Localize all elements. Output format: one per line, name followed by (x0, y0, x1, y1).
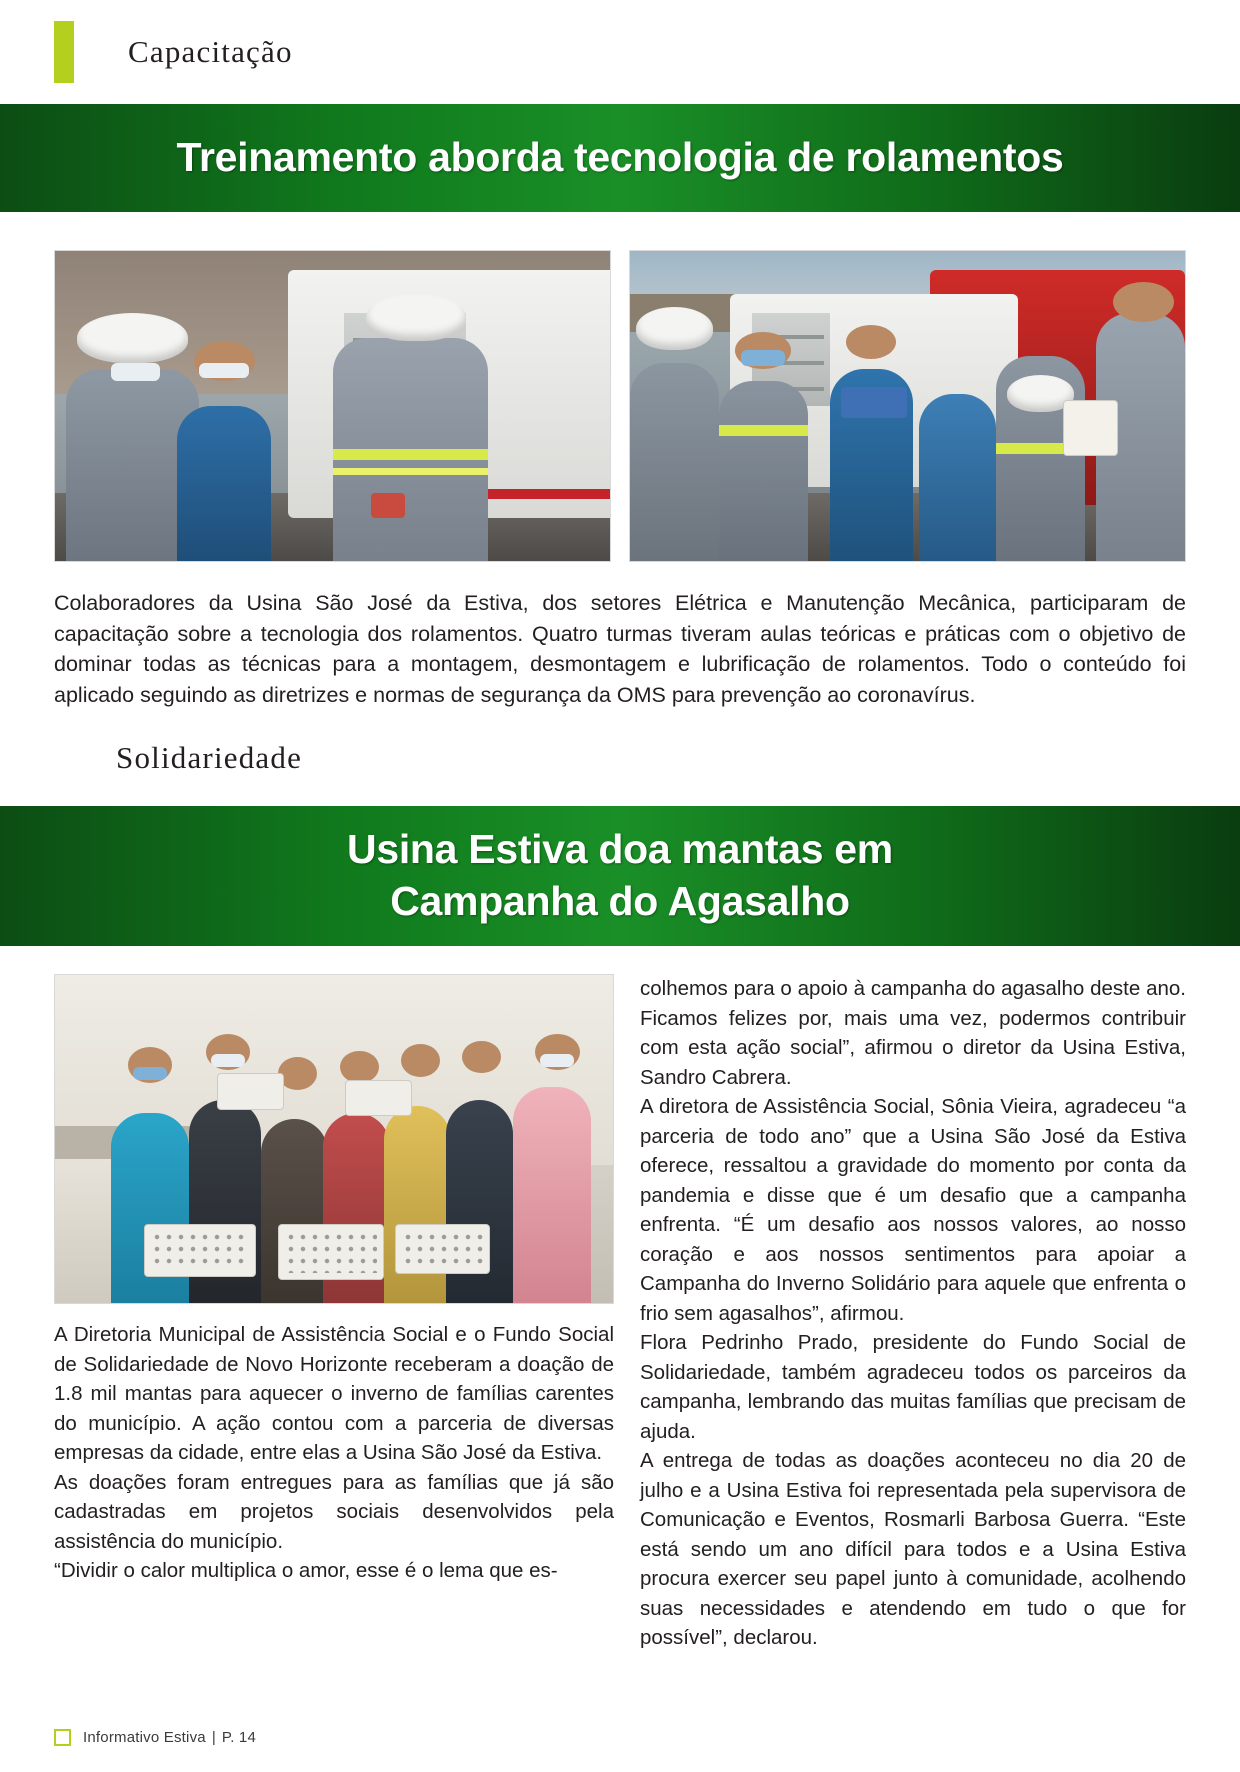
article1-banner (0, 104, 1240, 212)
kicker-accent-bar (54, 21, 74, 83)
photo-training-left (54, 250, 611, 562)
article2-left-p1: A Diretoria Municipal de Assistência Social e o Fundo Social de Solidariedade de Novo Horizonte receberam a doação de 1.8 mil mantas para aquecer o inverno de famílias carentes do município. A ação contou com a parceria de diversas empresas da cidade, entre elas a Usina São José da Estiva. (54, 1323, 614, 1465)
footer-publication: Informativo Estiva (83, 1729, 206, 1746)
article2-right-text (640, 974, 1186, 1653)
article2-left-p3: “Dividir o calor multiplica o amor, esse é o lema que es- (54, 1559, 558, 1583)
article1-kicker (0, 0, 1240, 104)
article1-kicker-label: Capacitação (128, 34, 293, 69)
article2-title-line2: Campanha do Agasalho (390, 878, 850, 925)
article2-kicker (0, 710, 1240, 806)
photo-training-right (629, 250, 1186, 562)
article2-right-p4: A entrega de todas as doações aconteceu no dia 20 de julho e a Usina Estiva foi representada pela supervisora de Comunicação e Eventos, Rosmarli Barbosa Guerra. “Este está sendo um ano difícil para todos e a Usina Estiva procura exercer seu papel junto à comunidade, acolhendo suas necessidades e atendendo em tudo o que for possível”, declarou. (640, 1449, 1186, 1650)
article2-columns (0, 946, 1240, 1653)
article2-left-text (54, 1320, 614, 1586)
article2-right-p3: Flora Pedrinho Prado, presidente do Fundo Social de Solidariedade, também agradeceu todos os parceiros da campanha, lembrando das muitas famílias que precisam de ajuda. (640, 1331, 1186, 1443)
article1-body (0, 562, 1240, 710)
article2-banner (0, 806, 1240, 946)
page-footer (0, 1729, 1240, 1772)
article2-right-p1: colhemos para o apoio à campanha do agasalho deste ano. Ficamos felizes por, mais uma vez, podermos contribuir com esta ação social”, afirmou o diretor da Usina Estiva, Sandro Cabrera. (640, 977, 1186, 1089)
footer-info (83, 1729, 256, 1746)
article2-left-p2: As doações foram entregues para as famílias que já são cadastradas em projetos sociais desenvolvidos pela assistência do município. (54, 1470, 614, 1553)
footer-accent-square-icon (54, 1729, 71, 1746)
footer-separator: | (211, 1729, 216, 1746)
article2-right-p2: A diretora de Assistência Social, Sônia Vieira, agradeceu “a parceria de todo ano” que a Usina São José da Estiva oferece, ressaltou a gravidade do momento por conta da pandemia e disse que é um desafio que a campanha enfrenta. “É um desafio aos nossos valores, ao nosso coração e aos nossos sentimentos para apoiar a Campanha do Inverno Solidário para aquele que enfrenta o frio sem agasalhos”, afirmou. (640, 1095, 1186, 1325)
article1-photo-row (0, 212, 1240, 562)
article1-body-paragraph: Colaboradores da Usina São José da Estiva, dos setores Elétrica e Manutenção Mecânica, participaram de capacitação sobre a tecnologia dos rolamentos. Quatro turmas tiveram aulas teóricas e práticas com o objetivo de dominar todas as técnicas para a montagem, desmontagem e lubrificação de rolamentos. Todo o conteúdo foi aplicado seguindo as diretrizes e normas de segurança da OMS para prevenção ao coronavírus. (54, 591, 1186, 707)
article2-right-column (640, 974, 1186, 1653)
photo-blanket-donation (54, 974, 614, 1304)
article2-title-line1: Usina Estiva doa mantas em (347, 826, 893, 873)
article2-kicker-label: Solidariedade (116, 740, 303, 776)
footer-page-number: P. 14 (221, 1729, 257, 1746)
article1-title: Treinamento aborda tecnologia de rolamentos (176, 134, 1064, 181)
article2-left-column (54, 974, 614, 1653)
